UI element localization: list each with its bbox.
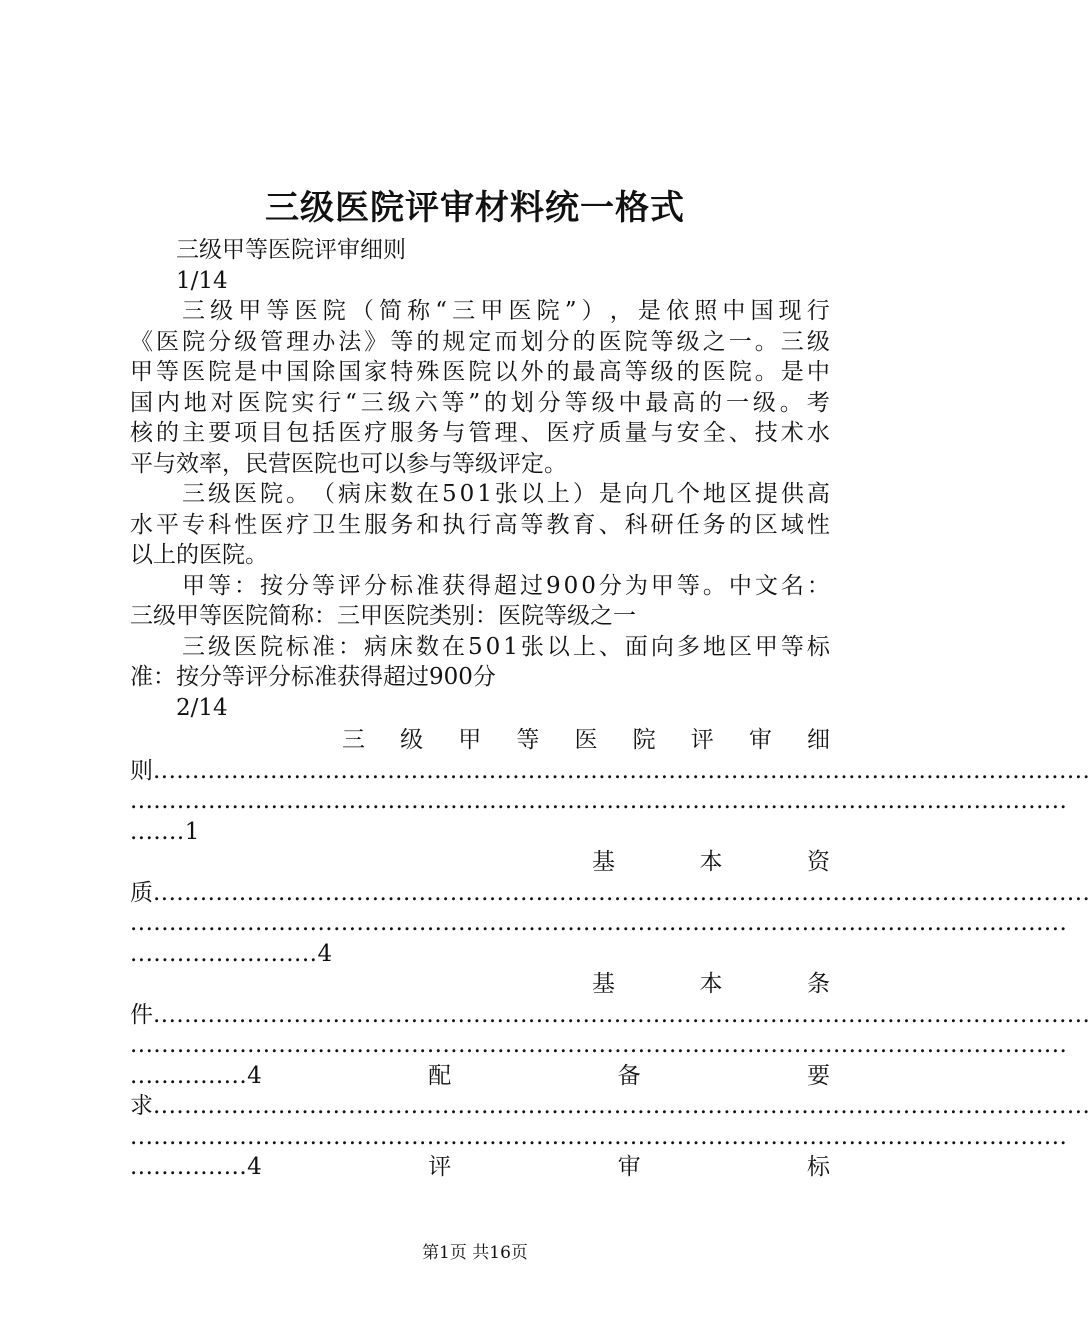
text-char: 等: [441, 389, 465, 416]
text-char: 上: [546, 481, 570, 507]
text-char: 定: [468, 328, 492, 355]
text-char: 院: [468, 359, 492, 385]
text-char: 依: [666, 298, 690, 324]
text-char: 5: [442, 481, 457, 507]
text-char: 甲: [182, 572, 205, 599]
paragraph-tier3: [130, 479, 830, 571]
text-char: 要: [208, 420, 232, 446]
text-char: 划: [510, 389, 534, 416]
text-char: 医: [442, 359, 466, 385]
text-char: 、: [598, 633, 622, 660]
text-char: 床: [364, 481, 387, 507]
text-char: 国: [750, 298, 774, 324]
paragraph-line: [130, 510, 830, 541]
text-char: 等: [564, 389, 588, 416]
text-char: 以: [520, 481, 544, 507]
text-char: 医: [156, 328, 180, 355]
text-char: 三: [360, 389, 384, 416]
text-char: 卫: [312, 511, 336, 538]
text-char: 研: [650, 511, 674, 538]
text-char: 按: [260, 572, 283, 599]
text-char: 最: [645, 389, 669, 416]
text-char: 在: [442, 633, 465, 660]
toc-char: 级: [400, 727, 424, 753]
text-char: 级: [752, 389, 776, 416]
text-char: 国: [286, 359, 310, 385]
paragraph-line: [130, 571, 830, 602]
text-char: 三: [452, 298, 476, 324]
text-char: 。: [286, 481, 309, 507]
text-char: “: [435, 298, 448, 324]
text-char: 医: [234, 633, 257, 660]
text-char: 的: [676, 359, 700, 385]
text-char: 。: [754, 328, 778, 355]
text-char: 称: [407, 298, 431, 324]
text-char: 科: [624, 511, 648, 538]
text-char: 医: [237, 389, 261, 416]
text-char: 行: [318, 389, 342, 416]
paragraph-standard: [130, 632, 830, 693]
toc-entry-header: [130, 725, 830, 756]
text-char: 六: [414, 389, 438, 416]
text-char: 执: [442, 511, 466, 538]
text-char: 分: [537, 389, 561, 416]
toc-entry-page: .......1: [130, 818, 200, 845]
text-char: 以: [494, 359, 518, 385]
text-char: 。: [754, 359, 778, 385]
paragraph-line: [130, 357, 830, 388]
text-char: 特: [390, 359, 414, 385]
text-char: 多: [676, 633, 700, 660]
text-char: 中: [806, 359, 830, 385]
text-char: 向: [650, 633, 674, 660]
text-char: 是: [780, 359, 804, 385]
text-char: 家: [364, 359, 388, 385]
text-char: 提: [754, 481, 778, 507]
text-char: 级: [591, 389, 615, 416]
text-char: 张: [520, 633, 544, 660]
paragraph-line: [130, 418, 830, 449]
page-marker: 2/14: [176, 694, 228, 721]
toc-entry-header: [130, 969, 830, 1000]
text-char: 国: [130, 389, 153, 416]
text-char: 的: [572, 328, 596, 355]
text-char: 医: [234, 481, 257, 507]
text-char: ）: [572, 481, 596, 507]
text-char: 服: [364, 511, 388, 538]
text-char: 水: [806, 420, 830, 446]
toc-char: 要: [806, 1062, 830, 1089]
text-char: 甲: [130, 359, 153, 385]
text-char: 内: [156, 389, 180, 416]
text-char: 级: [208, 481, 231, 507]
text-char: 育: [572, 511, 596, 538]
text-char: 务: [416, 420, 440, 446]
text-char: 院: [260, 481, 283, 507]
text-char: 技: [754, 420, 778, 446]
text-char: 疗: [286, 511, 310, 538]
text-char: 的: [546, 359, 570, 385]
text-char: 考: [806, 389, 830, 416]
toc-entry-dots: ........................................................................................................................: [130, 1032, 1068, 1058]
paragraph-line: [130, 327, 830, 358]
text-char: 之: [702, 328, 726, 355]
toc-char: 条: [807, 971, 830, 997]
text-char: 病: [338, 481, 361, 507]
text-char: 管: [468, 420, 492, 446]
text-char: 是: [234, 359, 258, 385]
text-char: ，: [609, 298, 633, 324]
text-char: 一: [728, 328, 752, 355]
page-marker: 1/14: [176, 267, 228, 294]
text-char: 、: [520, 420, 544, 446]
text-char: 地: [702, 633, 726, 660]
text-char: 个: [676, 481, 700, 507]
text-char: 现: [778, 298, 802, 324]
text-char: 中: [260, 359, 284, 385]
paragraph-line: 准：按分等评分标准获得超过900分: [130, 664, 496, 690]
toc-char: 审: [748, 727, 772, 753]
text-char: 中: [722, 298, 746, 324]
text-char: 水: [130, 511, 153, 538]
toc-char: 基: [592, 971, 615, 997]
toc-char: 审: [617, 1154, 641, 1180]
toc-char: 细: [807, 727, 830, 753]
text-char: 获: [442, 572, 465, 599]
text-char: 任: [676, 511, 700, 538]
text-char: 等: [520, 511, 544, 538]
text-char: 9: [546, 572, 561, 599]
text-char: 核: [130, 420, 153, 446]
page-footer: 第1页 共16页: [422, 1243, 528, 1263]
text-char: 包: [286, 420, 310, 446]
text-char: 量: [624, 420, 648, 446]
paragraph-line: [130, 632, 830, 663]
text-char: 院: [728, 359, 752, 385]
text-char: 名: [780, 572, 804, 599]
text-char: 医: [702, 359, 726, 385]
text-char: 医: [260, 511, 284, 538]
toc-entry-dots: 件........................................................................................................................: [130, 1001, 1090, 1028]
text-char: 级: [387, 389, 411, 416]
paragraph-intro: [130, 296, 830, 479]
toc-char: 本: [699, 971, 723, 997]
text-char: 等: [624, 359, 648, 385]
toc-entry-dots: 质........................................................................................................................: [130, 879, 1090, 906]
text-char: 5: [468, 633, 483, 660]
text-char: 三: [182, 481, 205, 507]
text-char: 的: [728, 511, 752, 538]
subtitle: 三级甲等医院评审细则: [176, 237, 406, 263]
text-char: 等: [676, 572, 700, 599]
toc-entry-page: ........................4: [130, 940, 333, 967]
text-char: 面: [624, 633, 648, 660]
paragraph-line: [130, 479, 830, 510]
text-char: 国: [338, 359, 362, 385]
text-char: 务: [702, 511, 726, 538]
text-char: 与: [442, 420, 466, 446]
text-char: 准: [312, 633, 335, 660]
text-char: 区: [728, 481, 752, 507]
text-char: 是: [637, 298, 661, 324]
text-char: 。: [702, 572, 726, 599]
text-char: （: [312, 481, 335, 507]
text-char: 质: [598, 420, 622, 446]
text-char: 区: [728, 633, 752, 660]
text-char: 主: [182, 420, 206, 446]
text-char: 甲: [480, 298, 504, 324]
text-char: 分: [208, 328, 232, 355]
text-char: 数: [416, 633, 439, 660]
paragraph-grade-a: [130, 571, 830, 632]
toc-char: 医: [574, 727, 598, 753]
text-char: “: [345, 389, 357, 416]
toc-entry-dots: ........................................................................................................................: [130, 1123, 1068, 1150]
text-char: ”: [468, 389, 481, 416]
text-char: 是: [598, 481, 622, 507]
text-char: 平: [156, 511, 180, 538]
text-char: 、: [728, 420, 752, 446]
text-char: 的: [416, 328, 440, 355]
text-char: 级: [208, 633, 231, 660]
text-char: 为: [624, 572, 648, 599]
text-char: 过: [520, 572, 543, 599]
text-char: 0: [485, 633, 501, 660]
text-char: 病: [364, 633, 387, 660]
text-char: 等: [312, 572, 335, 599]
text-char: ：: [806, 572, 830, 599]
text-char: 准: [416, 572, 439, 599]
text-char: 等: [266, 298, 290, 324]
text-char: 1: [477, 481, 492, 507]
text-char: 高: [672, 389, 696, 416]
text-char: 院: [260, 633, 283, 660]
text-char: 分: [546, 328, 570, 355]
text-char: 和: [416, 511, 440, 538]
text-char: 高: [806, 481, 830, 507]
text-char: 级: [210, 298, 234, 324]
text-char: 级: [806, 328, 830, 355]
toc-char: 三: [342, 727, 365, 753]
toc-char: 评: [428, 1154, 452, 1180]
text-char: 区: [754, 511, 778, 538]
text-char: 目: [260, 420, 284, 446]
text-char: 法: [338, 328, 362, 355]
text-char: 张: [494, 481, 518, 507]
text-char: 得: [468, 572, 491, 599]
text-char: 与: [650, 420, 674, 446]
text-char: 》: [364, 328, 388, 355]
text-char: 除: [312, 359, 336, 385]
paragraph-line: 以上的医院。: [130, 542, 268, 568]
text-char: 标: [390, 572, 413, 599]
toc-char: 院: [632, 727, 656, 753]
text-char: 分: [286, 572, 309, 599]
text-char: 对: [210, 389, 234, 416]
text-char: 术: [780, 420, 804, 446]
text-char: 甲: [650, 572, 674, 599]
text-char: 等: [650, 328, 674, 355]
text-char: 、: [598, 511, 622, 538]
document-body: [130, 235, 830, 723]
text-char: 级: [650, 359, 674, 385]
text-char: 甲: [238, 298, 262, 324]
text-char: ：: [338, 633, 361, 660]
text-char: 性: [806, 511, 830, 538]
text-char: 超: [494, 572, 517, 599]
text-char: 0: [459, 481, 475, 507]
text-char: 地: [183, 389, 207, 416]
text-char: 三: [182, 633, 205, 660]
text-char: 专: [182, 511, 206, 538]
text-char: 的: [484, 389, 507, 416]
text-char: 向: [624, 481, 648, 507]
toc-entry-dots: 则........................................................................................................................: [130, 757, 1090, 784]
toc-char: 基: [592, 849, 615, 875]
text-char: 医: [182, 359, 206, 385]
text-char: 域: [780, 511, 804, 538]
text-char: 规: [442, 328, 466, 355]
text-char: 标: [286, 633, 309, 660]
text-char: 三: [780, 328, 804, 355]
text-char: 医: [546, 420, 570, 446]
toc-char: 标: [806, 1154, 830, 1180]
text-char: 最: [572, 359, 596, 385]
text-char: 级: [676, 328, 700, 355]
text-char: 文: [754, 572, 778, 599]
text-char: 医: [598, 328, 622, 355]
text-char: 甲: [754, 633, 778, 660]
text-char: 在: [416, 481, 439, 507]
text-char: 地: [702, 481, 726, 507]
text-char: 级: [234, 328, 258, 355]
text-char: 以: [546, 633, 570, 660]
toc-char: 评: [690, 727, 714, 753]
text-char: 管: [260, 328, 284, 355]
text-char: （: [350, 298, 374, 324]
text-char: 床: [390, 633, 413, 660]
text-char: 上: [572, 633, 596, 660]
text-char: 的: [699, 389, 723, 416]
text-char: 行: [806, 298, 830, 324]
text-char: 分: [364, 572, 387, 599]
toc-char: 备: [617, 1062, 641, 1089]
text-char: 高: [494, 511, 518, 538]
text-char: 等: [390, 328, 414, 355]
text-char: 实: [291, 389, 315, 416]
toc-char: 配: [428, 1062, 452, 1089]
text-char: 《: [130, 328, 153, 355]
toc-entry-dots: 求........................................................................................................................: [130, 1093, 1090, 1119]
text-char: 院: [624, 328, 648, 355]
text-char: 0: [563, 572, 579, 599]
toc-entry-page: ...............4 配 备 要: [130, 1061, 830, 1092]
text-char: 划: [520, 328, 544, 355]
text-char: 外: [520, 359, 544, 385]
text-char: 务: [390, 511, 414, 538]
text-char: 疗: [364, 420, 388, 446]
text-char: 供: [780, 481, 804, 507]
text-char: 0: [581, 572, 596, 599]
text-char: 三: [182, 298, 205, 324]
text-char: 中: [728, 572, 752, 599]
text-char: ：: [234, 572, 257, 599]
text-char: 简: [378, 298, 402, 324]
text-char: 评: [338, 572, 361, 599]
text-char: 生: [338, 511, 362, 538]
toc-entry-page: ...............4 评 审 标: [130, 1152, 830, 1183]
text-char: 服: [390, 420, 414, 446]
text-char: 1: [503, 633, 518, 660]
text-char: 院: [264, 389, 288, 416]
text-char: 院: [208, 359, 232, 385]
paragraph-line: [130, 388, 830, 419]
paragraph-line: 平与效率，民营医院也可以参与等级评定。: [130, 450, 567, 477]
text-char: 安: [676, 420, 700, 446]
text-char: 办: [312, 328, 336, 355]
text-char: 全: [702, 420, 726, 446]
text-char: ）: [581, 298, 605, 324]
text-char: 高: [598, 359, 622, 385]
text-char: 教: [546, 511, 570, 538]
text-char: 等: [208, 572, 231, 599]
text-char: 一: [726, 389, 750, 416]
text-char: 括: [312, 420, 336, 446]
paragraph-line: 三级甲等医院简称：三甲医院类别：医院等级之一: [130, 603, 636, 629]
text-char: 医: [508, 298, 532, 324]
text-char: 院: [322, 298, 346, 324]
text-char: 数: [390, 481, 413, 507]
toc-char: 甲: [458, 727, 482, 753]
text-char: 殊: [416, 359, 440, 385]
text-char: 标: [806, 633, 830, 660]
text-char: 理: [494, 420, 518, 446]
text-char: 院: [182, 328, 206, 355]
text-char: 照: [694, 298, 718, 324]
table-of-contents: [130, 725, 1090, 1183]
text-char: 几: [650, 481, 674, 507]
text-char: 院: [536, 298, 560, 324]
text-char: 疗: [572, 420, 596, 446]
text-char: 项: [234, 420, 258, 446]
toc-entry-header: [130, 847, 830, 878]
text-char: 性: [234, 511, 258, 538]
text-char: 理: [286, 328, 310, 355]
text-char: 医: [294, 298, 318, 324]
toc-entry-dots: ........................................................................................................................: [130, 910, 1068, 936]
document-title: 三级医院评审材料统一格式: [265, 188, 685, 228]
text-char: 等: [156, 359, 180, 385]
text-char: 科: [208, 511, 232, 538]
text-char: 等: [780, 633, 804, 660]
paragraph-line: [130, 296, 830, 327]
text-char: 的: [156, 420, 180, 446]
text-char: 中: [618, 389, 642, 416]
text-char: 行: [468, 511, 492, 538]
text-char: 而: [494, 328, 518, 355]
text-char: 分: [598, 572, 622, 599]
toc-entry-dots: ........................................................................................................................: [130, 788, 1068, 814]
toc-char: 等: [516, 727, 540, 753]
text-char: ”: [564, 298, 577, 324]
toc-char: 资: [807, 849, 830, 875]
toc-char: 本: [699, 849, 723, 875]
text-char: 。: [779, 389, 803, 416]
text-char: 医: [338, 420, 362, 446]
